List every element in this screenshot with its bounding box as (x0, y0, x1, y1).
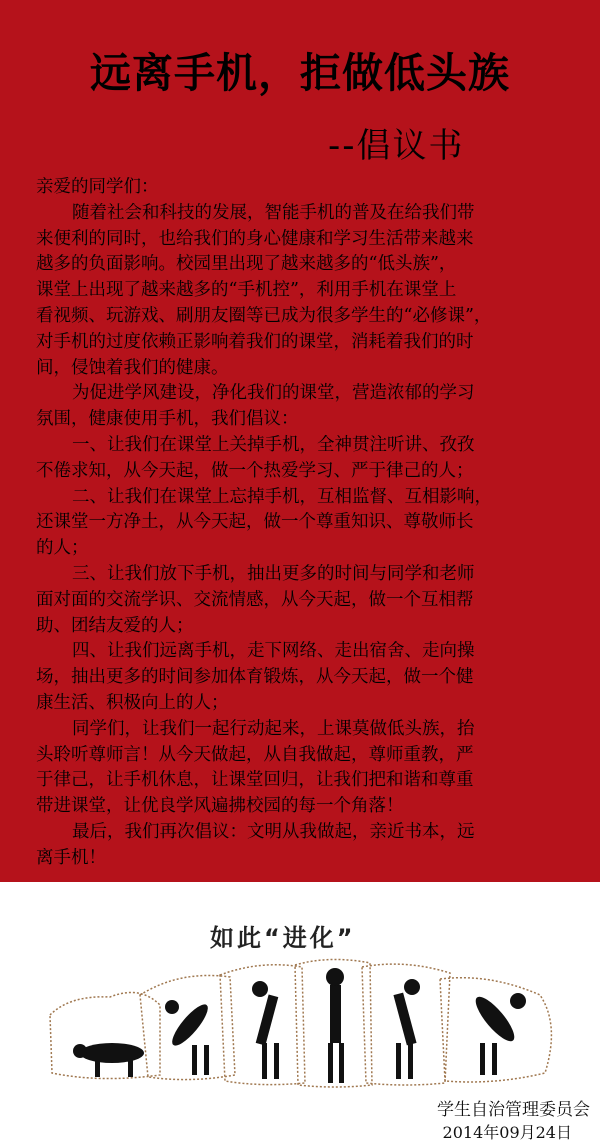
letter-line: 场，抽出更多的时间参加体育锻炼，从今天起，做一个健 (36, 667, 474, 688)
letter-line: 间，侵蚀着我们的健康。 (36, 357, 229, 378)
letter-line: 课堂上出现了越来越多的“手机控”，利用手机在课堂上 (36, 280, 457, 301)
letter-line: 氛围，健康使用手机，我们倡议： (36, 409, 299, 430)
signature-organization: 学生自治管理委员会 (437, 1100, 590, 1120)
letter-line: 离手机！ (36, 847, 106, 868)
letter-line: 还课堂一方净土，从今天起，做一个尊重知识、尊敬师长 (36, 512, 474, 533)
letter-body (36, 175, 596, 872)
page-title: 远离手机，拒做低头族 (90, 49, 510, 97)
letter-line: 面对面的交流学识、交流情感，从今天起，做一个互相帮 (36, 589, 474, 610)
letter-line: 不倦求知，从今天起，做一个热爱学习、严于律己的人； (36, 460, 474, 481)
letter-line: 一、让我们在课堂上关掉手机，全神贯注听讲、孜孜 (72, 434, 475, 455)
signature-date: 2014年09月24日 (442, 1123, 572, 1142)
illustration-caption: 如此“进化” (210, 924, 356, 952)
letter-line: 的人； (36, 538, 89, 559)
letter-line: 三、让我们放下手机，抽出更多的时间与同学和老师 (72, 563, 475, 584)
letter-line: 为促进学风建设，净化我们的课堂，营造浓郁的学习 (72, 383, 475, 404)
letter-line: 随着社会和科技的发展，智能手机的普及在给我们带 (72, 202, 475, 223)
evolution-illustration-icon (40, 955, 570, 1090)
letter-line: 二、让我们在课堂上忘掉手机，互相监督、互相影响， (72, 486, 492, 507)
letter-line: 带进课堂，让优良学风遍拂校园的每一个角落！ (36, 796, 404, 817)
letter-line: 对手机的过度依赖正影响着我们的课堂，消耗着我们的时 (36, 331, 474, 352)
letter-line: 头聆听尊师言！从今天做起，从自我做起，尊师重教，严 (36, 744, 474, 765)
letter-line: 最后，我们再次倡议：文明从我做起，亲近书本，远 (72, 821, 475, 842)
letter-line: 看视频、玩游戏、刷朋友圈等已成为很多学生的“必修课”， (36, 305, 492, 326)
letter-line: 康生活、积极向上的人； (36, 692, 229, 713)
letter-line: 来便利的同时，也给我们的身心健康和学习生活带来越来 (36, 228, 474, 249)
letter-line: 于律己，让手机休息，让课堂回归，让我们把和谐和尊重 (36, 770, 474, 791)
letter-line: 助、团结友爱的人； (36, 615, 194, 636)
page-subtitle: --倡议书 (328, 126, 465, 166)
letter-line: 四、让我们远离手机，走下网络、走出宿舍、走向操 (72, 641, 475, 662)
letter-line: 同学们，让我们一起行动起来，上课莫做低头族，抬 (72, 718, 475, 739)
letter-line: 亲爱的同学们： (36, 177, 159, 197)
letter-line: 越多的负面影响。校园里出现了越来越多的“低头族”， (36, 254, 457, 275)
